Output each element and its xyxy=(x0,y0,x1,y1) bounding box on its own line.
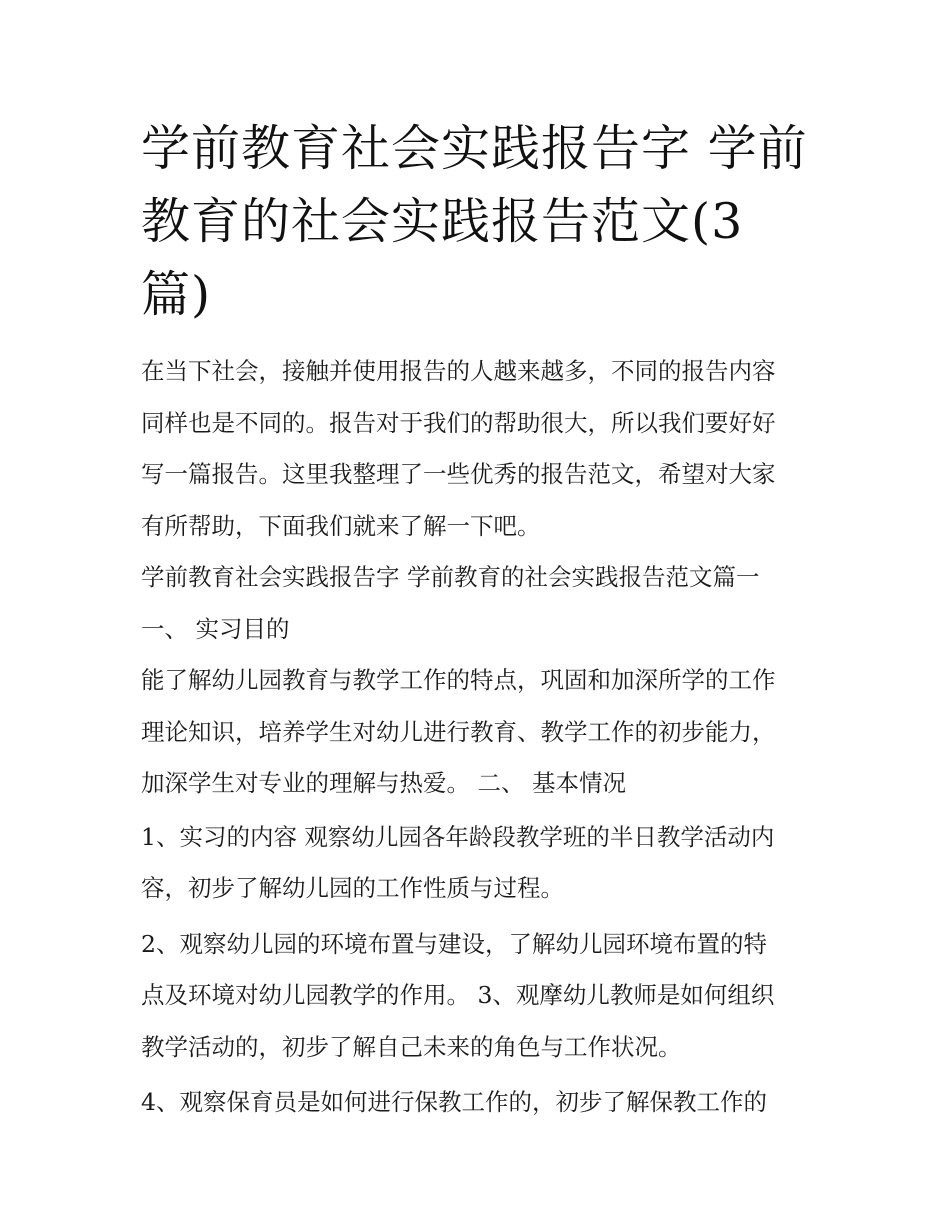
item-2-paragraph xyxy=(141,919,821,1074)
text-line: 容，初步了解幼儿园的工作性质与过程。 xyxy=(141,874,564,902)
intro-paragraph xyxy=(141,346,821,552)
text-line: 教学活动的，初步了解自己未来的角色与工作状况。 xyxy=(141,1032,682,1061)
text-line: 有所帮助，下面我们就来了解一下吧。 xyxy=(141,511,541,540)
text-line: 学前教育社会实践报告字 学前教育的社会实践报告范文篇一 xyxy=(141,563,760,591)
document-body xyxy=(141,112,821,1129)
text-line: 加深学生对专业的理解与热爱。 二、 基本情况 xyxy=(141,769,626,797)
purpose-heading xyxy=(141,604,821,656)
item-1-paragraph xyxy=(141,812,821,915)
document-title xyxy=(141,112,821,331)
text-line: 1、实习的内容 观察幼儿园各年龄段教学班的半日教学活动内 xyxy=(141,822,775,851)
text-line: 在当下社会，接触并使用报告的人越来越多，不同的报告内容 xyxy=(141,357,776,385)
section-heading xyxy=(141,552,821,604)
text-line: 能了解幼儿园教育与教学工作的特点，巩固和加深所学的工作 xyxy=(141,666,776,694)
text-line: 理论知识，培养学生对幼儿进行教育、教学工作的初步能力， xyxy=(141,717,776,746)
text-line: 一、 实习目的 xyxy=(141,614,290,643)
text-line: 写一篇报告。这里我整理了一些优秀的报告范文，希望对大家 xyxy=(141,460,776,488)
text-line: 点及环境对幼儿园教学的作用。 3、观摩幼儿教师是如何组织 xyxy=(141,981,775,1009)
title-line: 学前教育社会实践报告字 学前 xyxy=(141,120,808,177)
title-line: 教育的社会实践报告范文(3 xyxy=(141,193,744,250)
text-line: 4、观察保育员是如何进行保教工作的，初步了解保教工作的 xyxy=(141,1088,767,1116)
purpose-paragraph xyxy=(141,655,821,810)
item-4-paragraph xyxy=(141,1077,821,1129)
text-line: 2、观察幼儿园的环境布置与建设，了解幼儿园环境布置的特 xyxy=(141,929,767,958)
text-line: 同样也是不同的。报告对于我们的帮助很大，所以我们要好好 xyxy=(141,408,776,437)
title-line: 篇) xyxy=(141,266,212,323)
